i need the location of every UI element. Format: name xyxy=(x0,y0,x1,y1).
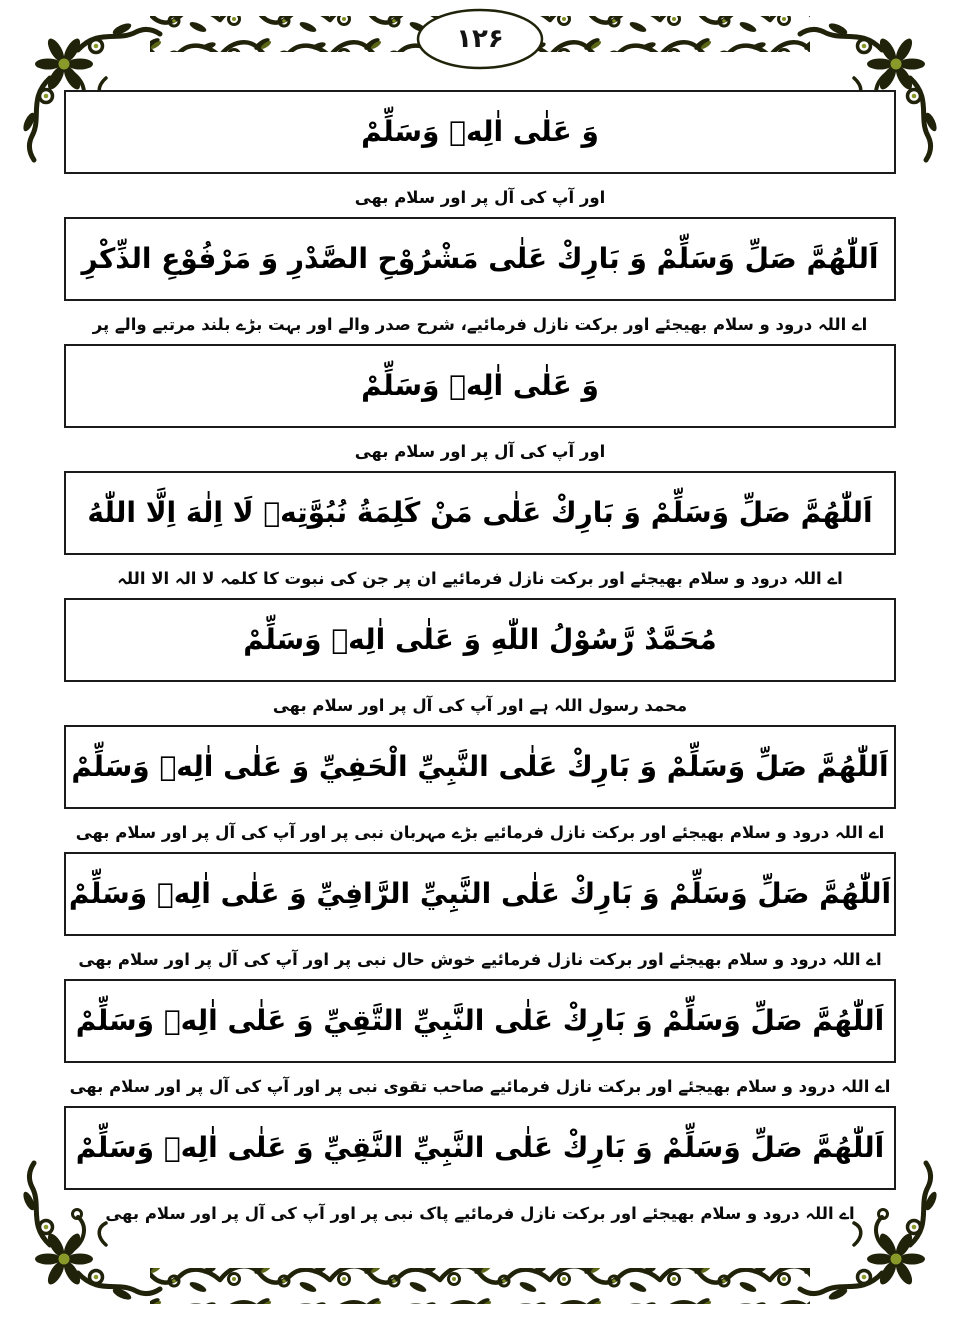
arabic-dua-text: اَللّٰهُمَّ صَلِّ وَسَلِّمْ وَ بَارِكْ عَلٰی النَّبِيِّ الْحَفِيِّ وَ عَلٰی اٰلِهٖ وَسَلِّمْ xyxy=(71,749,889,783)
arabic-dua-box xyxy=(64,471,896,555)
urdu-translation-text: اے اللہ درود و سلام بھیجئے اور برکت نازل فرمائیے خوش حال نبی پر اور آپ کی آل پر اور سلام بھی xyxy=(78,949,882,969)
dua-section xyxy=(64,471,896,590)
arabic-dua-box xyxy=(64,1106,896,1190)
dua-section xyxy=(64,725,896,844)
urdu-translation-text: اے اللہ درود و سلام بھیجئے اور برکت نازل فرمائیے ان پر جن کی نبوت کا کلمہ لا الہ الا اللہ xyxy=(117,568,843,588)
arabic-dua-text: وَ عَلٰی اٰلِهٖ وَسَلِّمْ xyxy=(361,368,599,402)
arabic-dua-box xyxy=(64,217,896,301)
dua-section xyxy=(64,90,896,209)
arabic-dua-text: اَللّٰهُمَّ صَلِّ وَسَلِّمْ وَ بَارِكْ عَلٰی النَّبِيِّ النَّقِيِّ وَ عَلٰی اٰلِهٖ وَسَلِّمْ xyxy=(75,1130,885,1164)
arabic-dua-text: اَللّٰهُمَّ صَلِّ وَسَلِّمْ وَ بَارِكْ عَلٰی مَشْرُوْحِ الصَّدْرِ وَ مَرْفُوْعِ الذِّكْرِ xyxy=(81,241,879,275)
dua-section xyxy=(64,1106,896,1225)
dua-section xyxy=(64,852,896,971)
dua-section xyxy=(64,979,896,1098)
urdu-translation-text: اے اللہ درود و سلام بھیجئے اور برکت نازل فرمائیے بڑے مہربان نبی پر اور آپ کی آل پر اور سلام بھی xyxy=(75,822,885,842)
arabic-dua-box xyxy=(64,344,896,428)
arabic-dua-text: اَللّٰهُمَّ صَلِّ وَسَلِّمْ وَ بَارِكْ عَلٰی النَّبِيِّ التَّقِيِّ وَ عَلٰی اٰلِهٖ وَسَلِّمْ xyxy=(75,1003,885,1037)
page-number: ۱۲۶ xyxy=(456,24,504,54)
dua-section xyxy=(64,344,896,463)
arabic-dua-box xyxy=(64,725,896,809)
urdu-translation-text: اے اللہ درود و سلام بھیجئے اور برکت نازل فرمائیے پاک نبی پر اور آپ کی آل پر اور سلام بھی xyxy=(105,1203,855,1223)
arabic-dua-text: وَ عَلٰی اٰلِهٖ وَسَلِّمْ xyxy=(361,114,599,148)
urdu-translation-text: اے اللہ درود و سلام بھیجئے اور برکت نازل فرمائیے، شرح صدر والے اور بہت بڑے بلند مرتبے والے پر xyxy=(92,314,868,334)
arabic-dua-text: اَللّٰهُمَّ صَلِّ وَسَلِّمْ وَ بَارِكْ عَلٰی مَنْ كَلِمَةُ نُبُوَّتِهٖ لَا اِلٰهَ اِلَّا اللّٰهُ xyxy=(87,495,873,529)
urdu-translation-text: اے اللہ درود و سلام بھیجئے اور برکت نازل فرمائیے صاحب تقوی نبی پر اور آپ کی آل پر اور سلام بھی xyxy=(69,1076,891,1096)
arabic-dua-text: مُحَمَّدٌ رَّسُوْلُ اللّٰهِ وَ عَلٰی اٰلِهٖ وَسَلِّمْ xyxy=(243,622,717,656)
urdu-translation-text: اور آپ کی آل پر اور سلام بھی xyxy=(354,187,606,207)
urdu-translation-text: محمد رسول اللہ ہے اور آپ کی آل پر اور سلام بھی xyxy=(272,695,688,715)
dua-section xyxy=(64,217,896,336)
vine-border-left xyxy=(16,150,52,1172)
arabic-dua-box xyxy=(64,852,896,936)
dua-section xyxy=(64,598,896,717)
vine-border-right xyxy=(908,150,944,1172)
prayer-content xyxy=(64,90,896,1233)
vine-border-bottom xyxy=(150,1268,810,1304)
arabic-dua-box xyxy=(64,598,896,682)
urdu-translation-text: اور آپ کی آل پر اور سلام بھی xyxy=(354,441,606,461)
arabic-dua-box xyxy=(64,90,896,174)
arabic-dua-box xyxy=(64,979,896,1063)
arabic-dua-text: اَللّٰهُمَّ صَلِّ وَسَلِّمْ وَ بَارِكْ عَلٰی النَّبِيِّ الرَّافِيِّ وَ عَلٰی اٰلِهٖ وَسَلِّمْ xyxy=(68,876,892,910)
